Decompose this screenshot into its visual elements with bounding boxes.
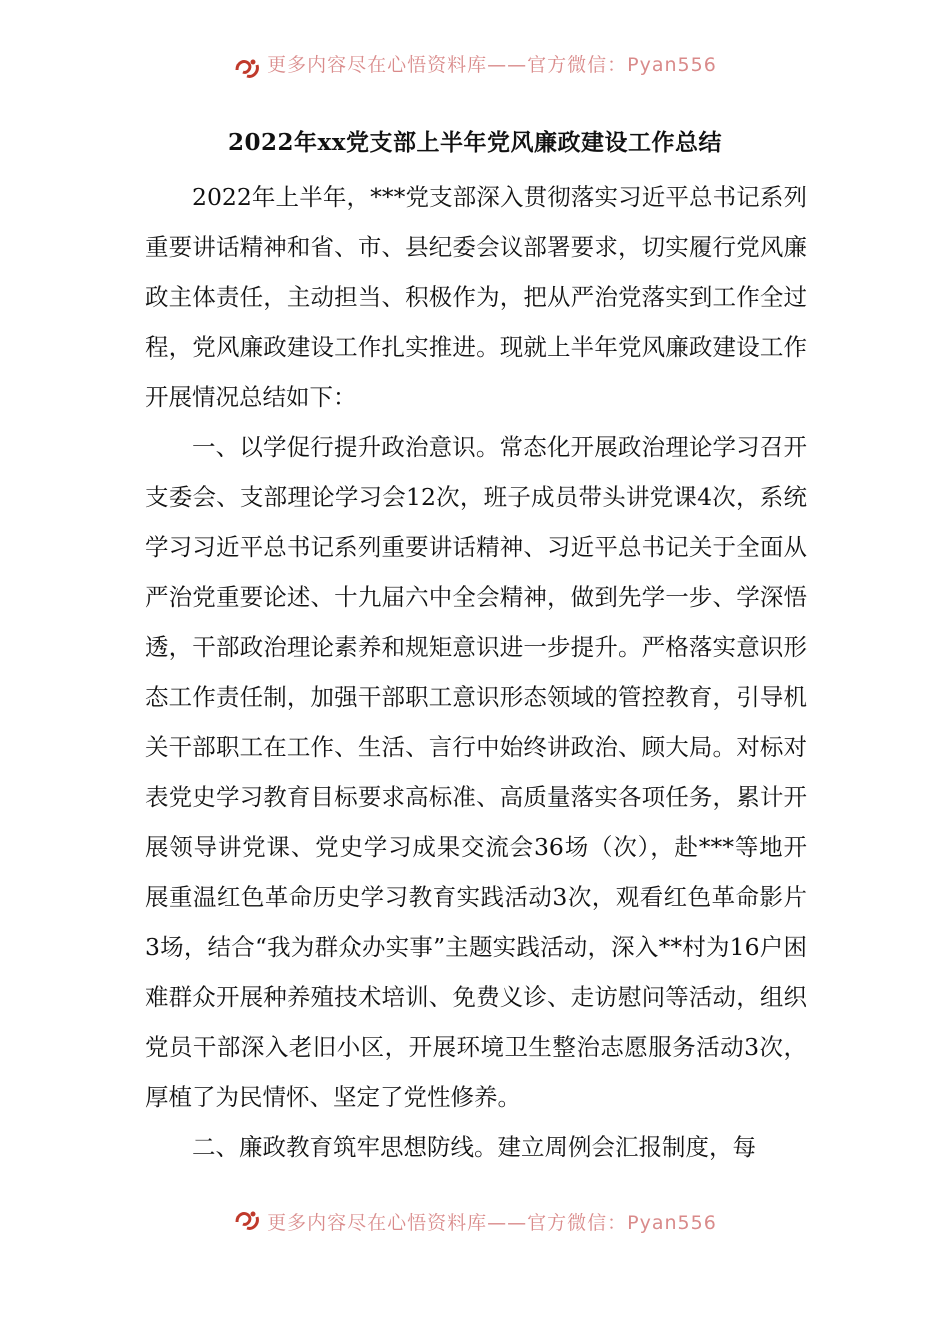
document-body [145, 172, 807, 1172]
brand-logo-icon [233, 56, 261, 82]
header-watermark [0, 52, 950, 86]
paragraph-intro: 2022年上半年，***党支部深入贯彻落实习近平总书记系列重要讲话精神和省、市、县纪委会议部署要求，切实履行党风廉政主体责任，主动担当、积极作为，把从严治党落实到工作全过程，党风廉政建设工作扎实推进。现就上半年党风廉政建设工作开展情况总结如下： [145, 183, 807, 411]
brand-logo-icon [233, 1208, 261, 1234]
paragraph-section-1: 一、以学促行提升政治意识。常态化开展政治理论学习召开支委会、支部理论学习会12次，班子成员带头讲党课4次，系统学习习近平总书记系列重要讲话精神、习近平总书记关于全面从严治党重要论述、十九届六中全会精神，做到先学一步、学深悟透，干部政治理论素养和规矩意识进一步提升。严格落实意识形态工作责任制，加强干部职工意识形态领域的管控教育，引导机关干部职工在工作、生活、言行中始终讲政治、顾大局。对标对表党史学习教育目标要求高标准、高质量落实各项任务，累计开展领导讲党课、党史学习成果交流会36场（次），赴***等地开展重温红色革命历史学习教育实践活动3次，观看红色革命影片3场，结合“我为群众办实事”主题实践活动，深入**村为16户困难群众开展种养殖技术培训、免费义诊、走访慰问等活动，组织党员干部深入老旧小区，开展环境卫生整治志愿服务活动3次，厚植了为民情怀、坚定了党性修养。 [145, 433, 807, 1111]
watermark-text: 更多内容尽在心悟资料库——官方微信：Pyan556 [267, 53, 717, 76]
watermark-text: 更多内容尽在心悟资料库——官方微信：Pyan556 [267, 1211, 717, 1234]
footer-watermark [0, 1204, 950, 1238]
paragraph-section-2: 二、廉政教育筑牢思想防线。建立周例会汇报制度，每 [192, 1133, 756, 1161]
document-title: 2022年xx党支部上半年党风廉政建设工作总结 [228, 129, 722, 156]
